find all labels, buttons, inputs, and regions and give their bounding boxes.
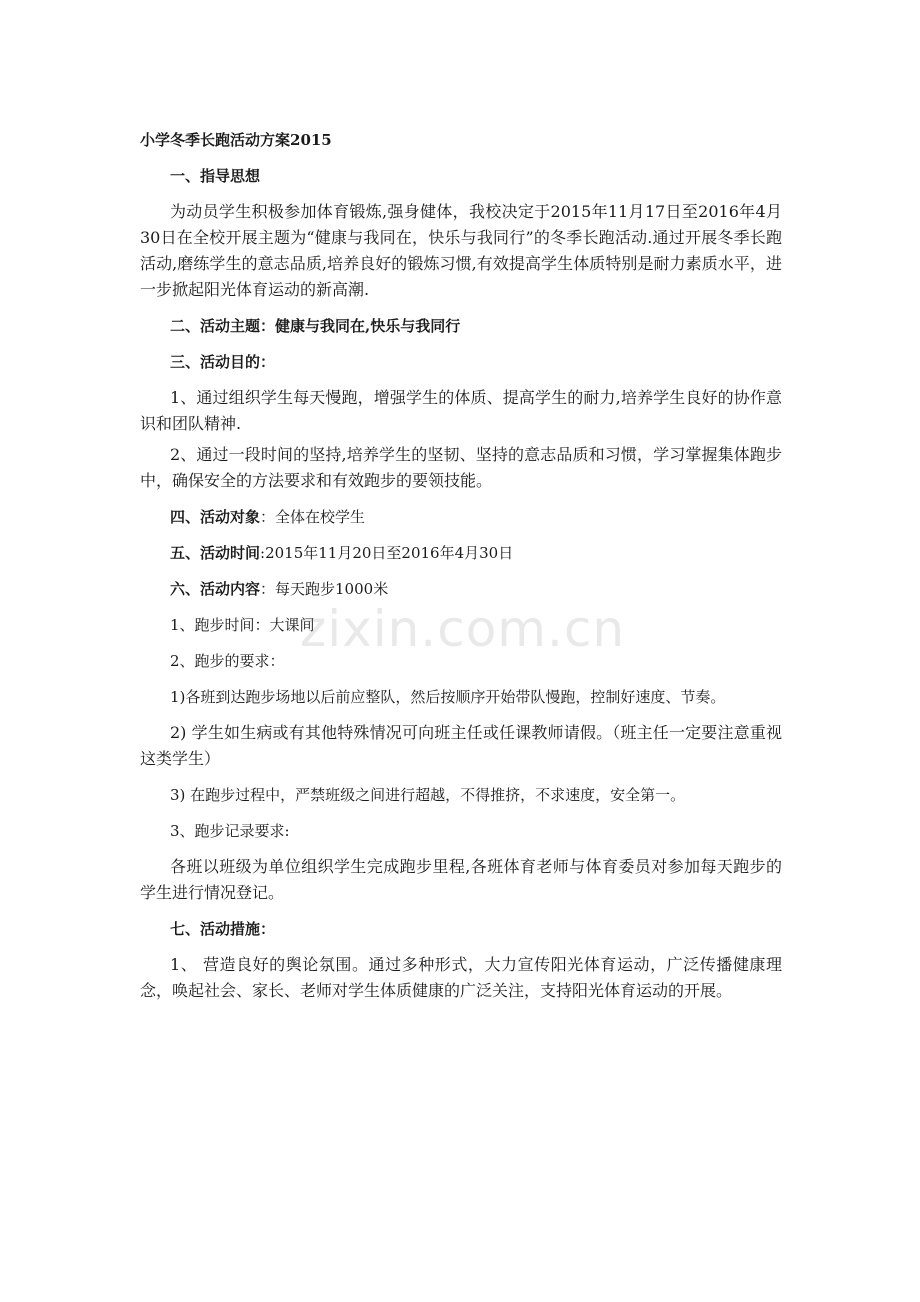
section-paragraph-guiding-thought: 为动员学生积极参加体育锻炼,强身健体，我校决定于2015年11月17日至2016年4月30日在全校开展主题为“健康与我同在，快乐与我同行”的冬季长跑活动.通过开展冬季长跑活动,磨练学生的意志品质,培养良好的锻炼习惯,有效提高学生体质特别是耐力素质水平，进一步掀起阳光体育运动的新高潮. bbox=[140, 202, 782, 299]
section-heading-guiding-thought: 一、指导思想 bbox=[170, 167, 261, 185]
measures-item-1: 1、 营造良好的舆论氛围。通过多种形式，大力宣传阳光体育运动，广泛传播健康理念，唤起社会、家长、老师对学生体质健康的广泛关注，支持阳光体育运动的开展。 bbox=[140, 955, 782, 1000]
document-title: 小学冬季长跑活动方案2015 bbox=[140, 131, 332, 149]
section-heading-purpose: 三、活动目的： bbox=[170, 353, 276, 371]
records-paragraph: 各班以班级为单位组织学生完成跑步里程,各班体育老师与体育委员对参加每天跑步的学生进行情况登记。 bbox=[140, 857, 782, 902]
section-value-time: :2015年11月20日至2016年4月30日 bbox=[260, 544, 514, 562]
requirement-2: 2) 学生如生病或有其他特殊情况可向班主任或任课教师请假。（班主任一定要注意重视这类学生） bbox=[140, 723, 782, 768]
section-label-content: 六、活动内容 bbox=[170, 580, 261, 598]
section-time bbox=[140, 535, 782, 571]
section-label-time: 五、活动时间 bbox=[170, 544, 261, 562]
section-target bbox=[140, 499, 782, 535]
requirement-1: 1)各班到达跑步场地以后前应整队，然后按顺序开始带队慢跑，控制好速度、节奏。 bbox=[170, 688, 726, 706]
section-heading-measures: 七、活动措施： bbox=[170, 920, 276, 938]
document-body bbox=[140, 122, 782, 1009]
content-item-run-time: 1、跑步时间：大课间 bbox=[170, 616, 315, 634]
section-heading-theme: 二、活动主题：健康与我同在,快乐与我同行 bbox=[170, 317, 461, 335]
section-value-target: ：全体在校学生 bbox=[260, 508, 366, 526]
content-item-requirements: 2、跑步的要求： bbox=[170, 652, 285, 670]
content-item-records: 3、跑步记录要求: bbox=[170, 822, 290, 840]
purpose-item-1: 1、通过组织学生每天慢跑，增强学生的体质、提高学生的耐力,培养学生良好的协作意识和团队精神. bbox=[140, 388, 782, 433]
watermark: zixin.com.cn bbox=[300, 600, 626, 658]
section-label-target: 四、活动对象 bbox=[170, 508, 261, 526]
section-content bbox=[140, 571, 782, 607]
purpose-item-2: 2、通过一段时间的坚持,培养学生的坚韧、坚持的意志品质和习惯，学习掌握集体跑步中，确保安全的方法要求和有效跑步的要领技能。 bbox=[140, 445, 782, 490]
requirement-3: 3) 在跑步过程中，严禁班级之间进行超越，不得推挤，不求速度，安全第一。 bbox=[170, 786, 686, 804]
section-value-content: ：每天跑步1000米 bbox=[260, 580, 389, 598]
